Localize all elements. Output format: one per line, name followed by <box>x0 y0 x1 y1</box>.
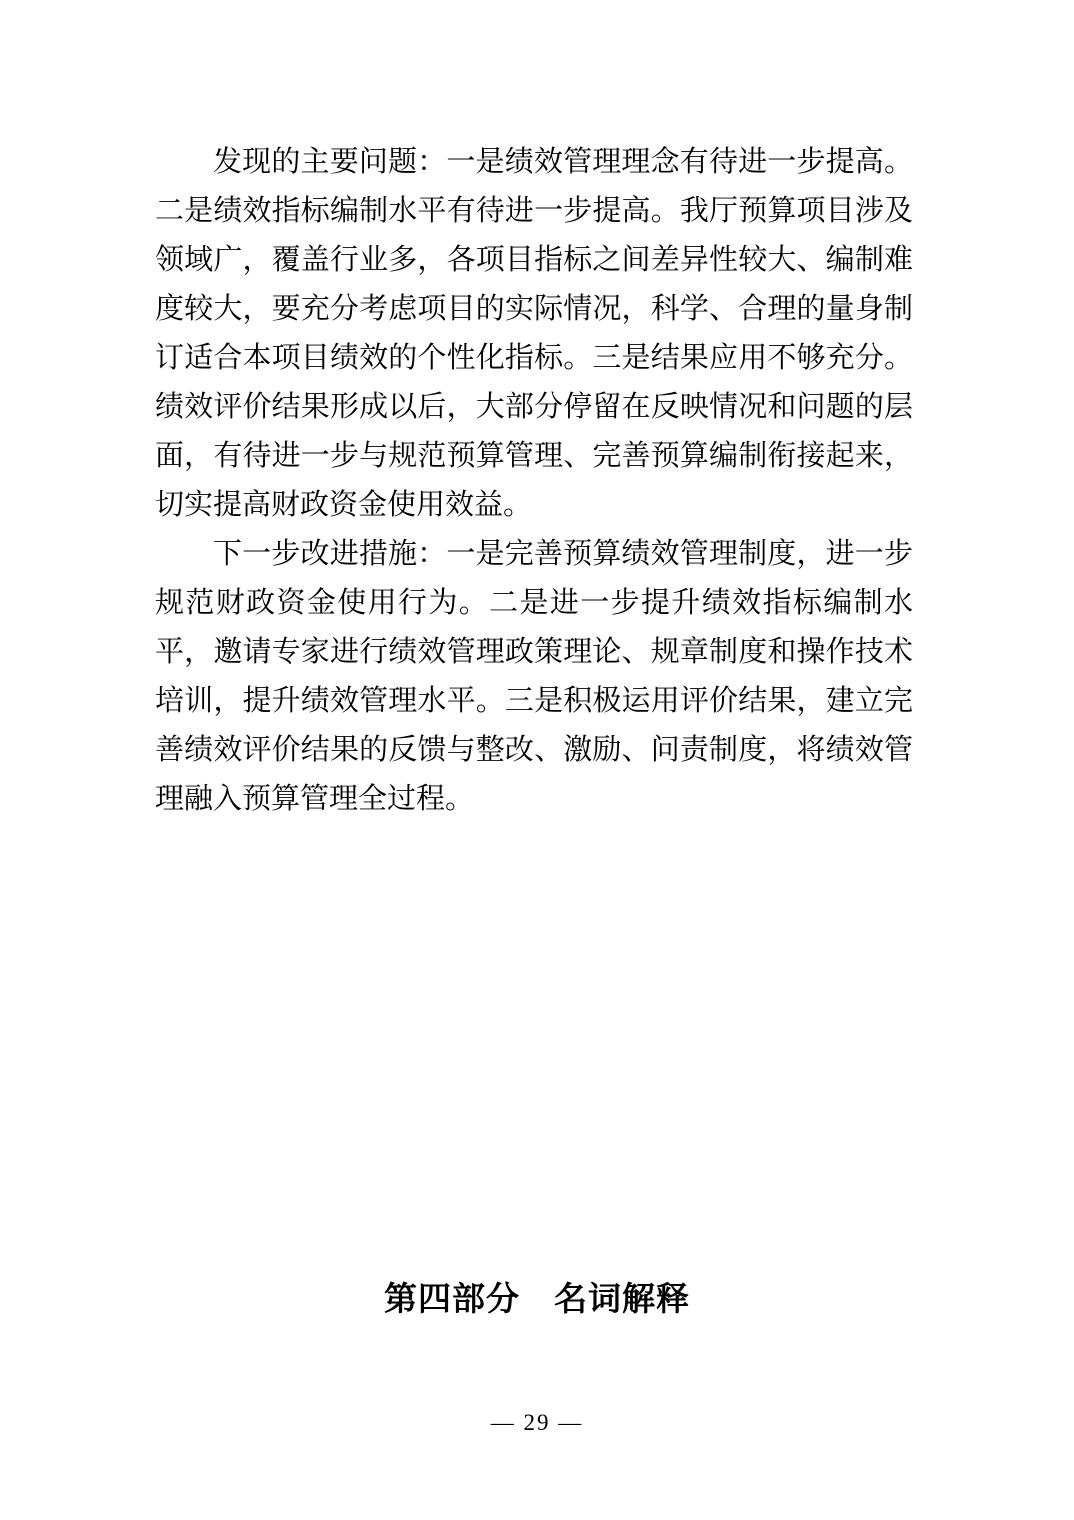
section-heading: 第四部分 名词解释 <box>384 1280 690 1317</box>
page-number: — 29 — <box>490 1410 584 1435</box>
body-paragraph: 发现的主要问题：一是绩效管理理念有待进一步提高。二是绩效指标编制水平有待进一步提高。我厅预算项目涉及领域广，覆盖行业多，各项目指标之间差异性较大、编制难度较大，要充分考虑项目的实际情况，科学、合理的量身制订适合本项目绩效的个性化指标。三是结果应用不够充分。绩效评价结果形成以后，大部分停留在反映情况和问题的层面，有待进一步与规范预算管理、完善预算编制衔接起来，切实提高财政资金使用效益。 <box>155 146 913 521</box>
body-paragraph: 下一步改进措施：一是完善预算绩效管理制度，进一步规范财政资金使用行为。二是进一步提升绩效指标编制水平，邀请专家进行绩效管理政策理论、规章制度和操作技术培训，提升绩效管理水平。三是积极运用评价结果，建立完善绩效评价结果的反馈与整改、激励、问责制度，将绩效管理融入预算管理全过程。 <box>155 538 913 815</box>
body-text-block <box>155 138 913 824</box>
